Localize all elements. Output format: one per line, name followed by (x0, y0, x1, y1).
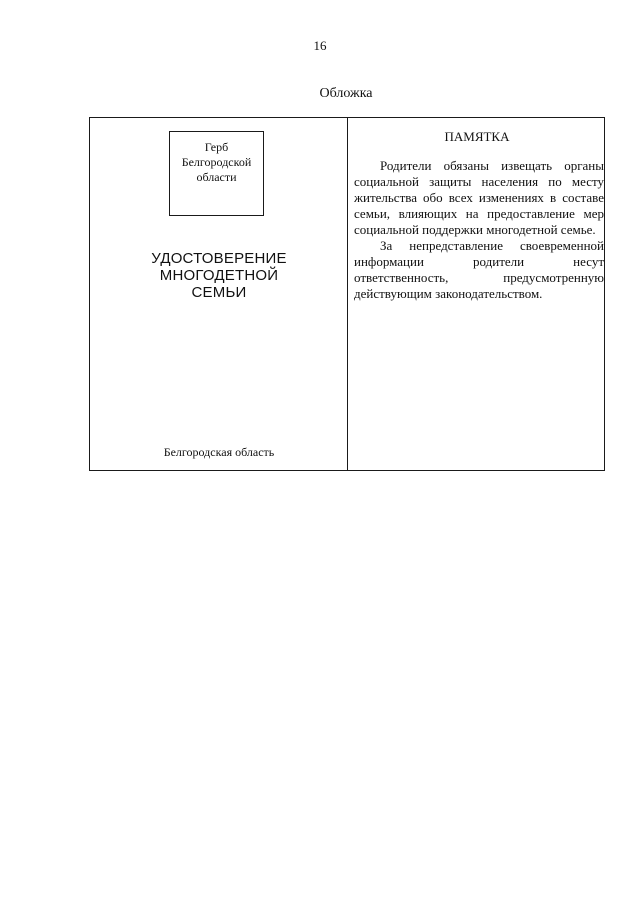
cover-back-panel (348, 118, 604, 470)
memo-body (354, 158, 604, 302)
certificate-title-line: УДОСТОВЕРЕНИЕ (151, 250, 287, 267)
cover-layout-table (89, 117, 605, 471)
certificate-title (90, 250, 348, 301)
memo-paragraph: За непредставление своевременной информации родители несут ответственность, предусмотренную действующим законодательством. (354, 238, 604, 301)
emblem-line: Белгородской (181, 155, 252, 169)
emblem-line: области (196, 170, 237, 184)
section-title: Обложка (319, 86, 373, 101)
region-name: Белгородская область (163, 445, 275, 459)
coat-of-arms-placeholder (169, 131, 264, 216)
certificate-title-line: МНОГОДЕТНОЙ (159, 267, 279, 284)
certificate-title-line: СЕМЬИ (191, 284, 247, 301)
page-number: 16 (313, 38, 327, 53)
memo-paragraph: Родители обязаны извещать органы социальной защиты населения по месту жительства обо всех изменениях в составе семьи, влияющих на предоставление мер социальной поддержки многодетной семье. (354, 158, 604, 237)
emblem-line: Герб (204, 140, 229, 154)
cover-front-panel (90, 118, 348, 470)
memo-title: ПАМЯТКА (444, 129, 510, 144)
